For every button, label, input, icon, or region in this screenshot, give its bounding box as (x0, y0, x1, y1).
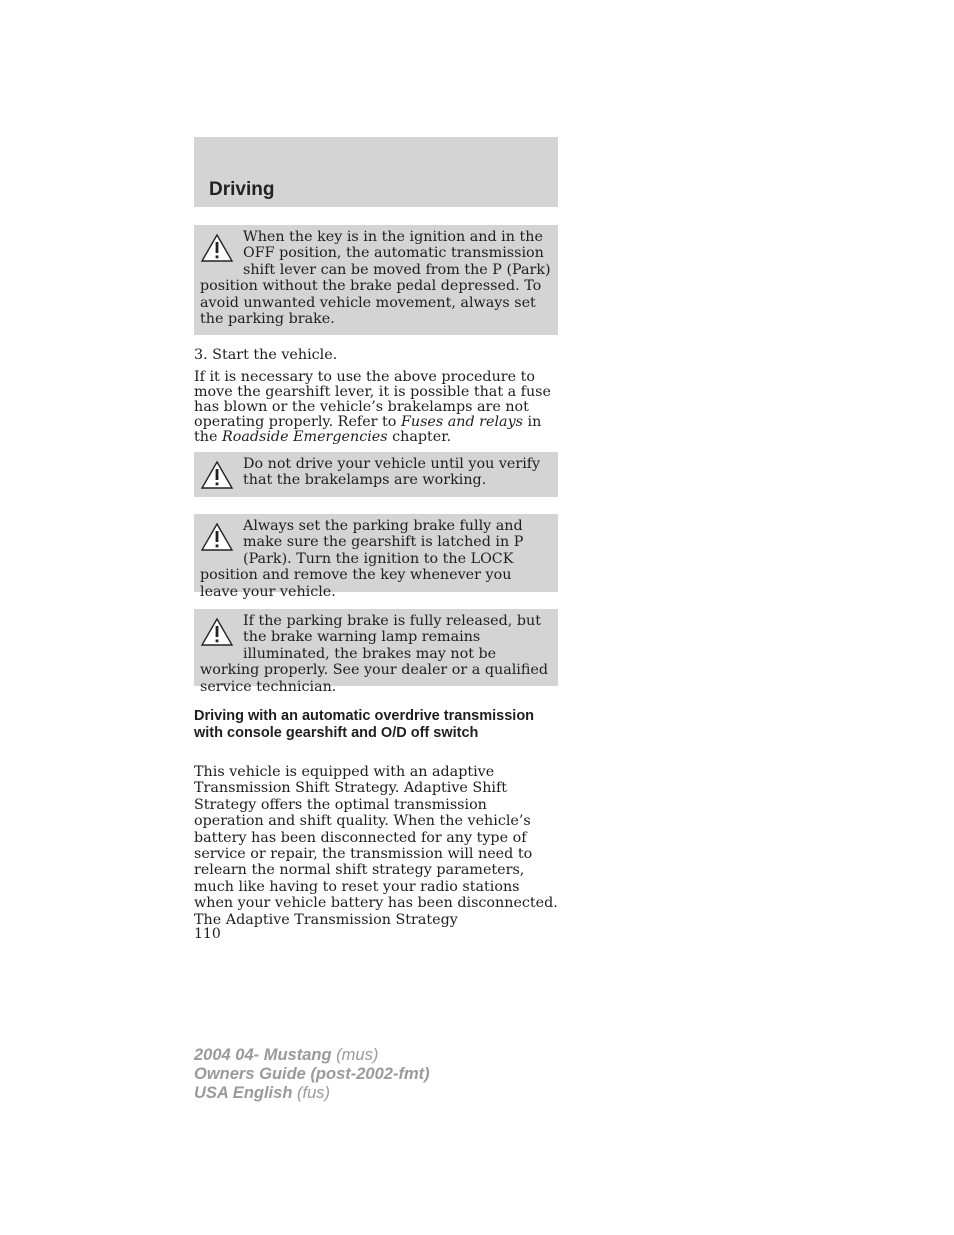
warning-triangle-icon (200, 522, 234, 552)
warning-text: Do not drive your vehicle until you verify that the brakelamps are working. (243, 456, 541, 489)
warning-box (194, 225, 558, 335)
footer-model-code: (mus) (331, 1046, 379, 1064)
footer-language: USA English (194, 1084, 293, 1102)
chapter-title: Driving (209, 179, 275, 200)
footer-line-3 (194, 1084, 430, 1103)
chapter-header (194, 137, 558, 207)
roadside-reference: Roadside Emergencies (221, 429, 388, 445)
fuses-reference: Fuses and relays (400, 414, 523, 430)
warning-text: Always set the parking brake fully and make sure the gearshift is latched in P (Park). Turn the ignition to the LOCK position and remove the key whenever you leave your vehicle. (200, 518, 524, 600)
note-text: If it is necessary to use the above procedure to move the gearshift lever, it is possible that a fuse has blown or the vehicle’s brakelamps are not operating properly. Refer to (194, 369, 551, 430)
footer-line-1 (194, 1046, 430, 1065)
section-body: This vehicle is equipped with an adaptive Transmission Shift Strategy. Adaptive Shift Strategy offers the optimal transmission operation and shift quality. When the vehicle’s battery has been disconnected for any type of service or repair, the transmission will need to relearn the normal shift strategy parameters, much like having to reset your radio stations when your vehicle battery has been disconnected. The Adaptive Transmission Strategy (194, 764, 558, 928)
footer-model: 2004 04- Mustang (194, 1046, 332, 1064)
page-number: 110 (194, 926, 221, 942)
note-text: chapter. (387, 429, 452, 445)
section-heading: Driving with an automatic overdrive transmission with console gearshift and O/D off switch (194, 708, 535, 741)
warning-box (194, 452, 558, 497)
step-3: 3. Start the vehicle. (194, 347, 338, 363)
warning-triangle-icon (200, 460, 234, 490)
document-footer (194, 1046, 430, 1103)
note-text: in the (194, 414, 542, 445)
warning-box (194, 514, 558, 600)
warning-triangle-icon (200, 233, 234, 263)
footer-guide: Owners Guide (post-2002-fmt) (194, 1065, 430, 1083)
warning-text: When the key is in the ignition and in the OFF position, the automatic transmission shift lever can be moved from the P (Park) position without the brake pedal depressed. To avoid unwanted vehicle movement, always set the parking brake. (200, 229, 551, 328)
procedure-note (194, 370, 558, 445)
footer-line-2 (194, 1065, 430, 1084)
warning-box (194, 609, 558, 695)
warning-text: If the parking brake is fully released, but the brake warning lamp remains illuminated, the brakes may not be working properly. See your dealer or a qualified service technician. (200, 613, 549, 695)
footer-language-code: (fus) (292, 1084, 330, 1102)
warning-triangle-icon (200, 617, 234, 647)
